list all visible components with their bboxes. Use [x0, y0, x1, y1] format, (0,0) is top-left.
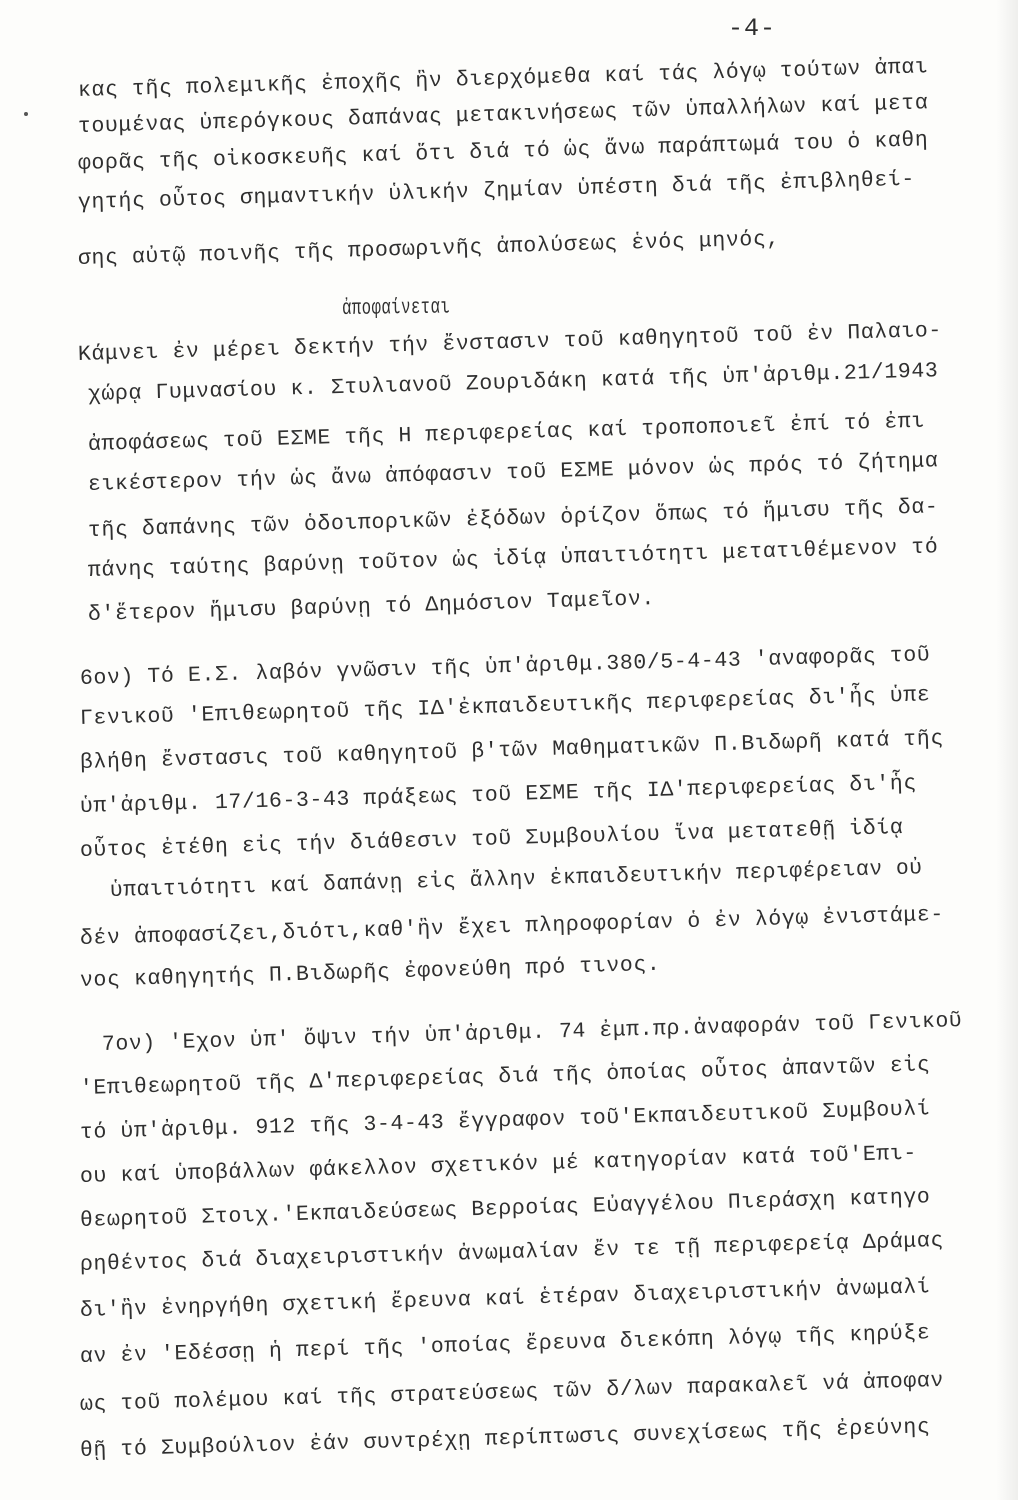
text-line: δέν ἀποφασίζει,διότι,καθ'ἣν ἔχει πληροφορίαν ὁ ἐν λόγῳ ἐνιστάμε- — [79, 902, 945, 951]
text-line: νος καθηγητής Π.Βιδωρῆς ἐφονεύθη πρό τινος. — [79, 952, 661, 993]
text-line: δ'ἕτερον ἥμισυ βαρύνῃ τό Δημόσιον Ταμεῖον. — [87, 587, 656, 627]
text-line: Κάμνει ἐν μέρει δεκτήν τήν ἔνστασιν τοῦ καθηγητοῦ τοῦ ἐν Παλαιο- — [77, 318, 943, 367]
text-line: σης αὐτῷ ποινῆς τῆς προσωρινῆς ἀπολύσεως ἑνός μηνός, — [77, 227, 781, 271]
text-line: δι'ἣν ἐνηργήθη σχετική ἔρευνα καί ἑτέραν διαχειριστικήν ἀνωμαλί — [79, 1275, 931, 1323]
margin-mark — [24, 112, 28, 116]
text-line: τουμένας ὑπερόγκους δαπάνας μετακινήσεως τῶν ὑπαλλήλων καί μετα — [77, 91, 929, 139]
text-line: οὗτος ἐτέθη εἰς τήν διάθεσιν τοῦ Συμβουλίου ἵνα μετατεθῇ ἰδίᾳ — [79, 816, 904, 863]
text-line: 7ον) 'Εχον ὑπ' ὄψιν τήν ὑπ'ἀριθμ. 74 ἐμπ.πρ.ἀναφοράν τοῦ Γενικοῦ — [101, 1008, 963, 1057]
text-line: Γενικοῦ 'Επιθεωρητοῦ τῆς ΙΔ'ἐκπαιδευτικῆς περιφερείας δι'ἧς ὑπε — [79, 683, 931, 731]
section-heading: ἀποφαίνεται — [341, 295, 451, 321]
text-line: ως τοῦ πολέμου καί τῆς στρατεύσεως τῶν δ/λων παρακαλεῖ νά ἀποφαν — [79, 1368, 945, 1417]
text-line: ου καί ὑποβάλλων φάκελλον σχετικόν μέ κατηγορίαν κατά τοῦ'Επι- — [79, 1141, 918, 1189]
page-edge-shadow — [996, 0, 1018, 1500]
text-line: αν ἐν 'Εδέσσῃ ἡ περί τῆς 'οποίας ἔρευνα διεκόπη λόγῳ τῆς κηρύξε — [79, 1321, 931, 1369]
text-line: εικέστερον τήν ὡς ἄνω ἀπόφασιν τοῦ ΕΣΜΕ μόνον ὡς πρός τό ζήτημα — [87, 449, 939, 497]
text-line: ὑπ'ἀριθμ. 17/16-3-43 πράξεως τοῦ ΕΣΜΕ τῆς ΙΔ'περιφερείας δι'ἧς — [79, 771, 918, 819]
text-line: 6ον) Τό Ε.Σ. λαβόν γνῶσιν τῆς ὑπ'ἀριθμ.380/5-4-43 'αναφορᾶς τοῦ — [79, 643, 931, 691]
text-line: φορᾶς τῆς οἰκοσκευῆς καί ὅτι διά τό ὡς ἄνω παράπτωμά του ὁ καθη — [77, 128, 929, 176]
text-line: θῇ τό Συμβούλιον ἐάν συντρέχῃ περίπτωσις συνεχίσεως τῆς ἐρεύνης — [79, 1415, 931, 1463]
text-line: 'Επιθεωρητοῦ τῆς Δ'περιφερείας διά τῆς ὁποίας οὗτος ἀπαντῶν εἰς — [79, 1053, 931, 1101]
text-line: βλήθη ἔνστασις τοῦ καθηγητοῦ β'τῶν Μαθηματικῶν Π.Βιδωρῆ κατά τῆς — [79, 726, 945, 775]
text-line: τό ὑπ'ἀριθμ. 912 τῆς 3-4-43 ἔγγραφον τοῦ'Εκπαιδευτικοῦ Συμβουλί — [79, 1097, 931, 1145]
text-line: ρηθέντος διά διαχειριστικήν ἀνωμαλίαν ἔν τε τῇ περιφερείᾳ Δράμας — [79, 1228, 945, 1277]
text-line: πάνης ταύτης βαρύνῃ τοῦτον ὡς ἰδίᾳ ὑπαιτιότητι μετατιθέμενον τό — [87, 535, 939, 583]
text-line: τῆς δαπάνης τῶν ὁδοιπορικῶν ἐξόδων ὁρίζον ὅπως τό ἥμισυ τῆς δα- — [87, 495, 939, 543]
text-line: χώρᾳ Γυμνασίου κ. Στυλιανοῦ Ζουριδάκη κατά τῆς ὑπ'ἀριθμ.21/1943 — [87, 359, 939, 407]
text-line: κας τῆς πολεμικῆς ἐποχῆς ἣν διερχόμεθα καί τάς λόγῳ τούτων ἀπαι — [77, 55, 929, 103]
page-number: -4- — [728, 14, 777, 43]
text-line: ὑπαιτιότητι καί δαπάνῃ εἰς ἄλλην ἐκπαιδευτικήν περιφέρειαν οὐ — [109, 856, 923, 903]
text-line: θεωρητοῦ Στοιχ.'Εκπαιδεύσεως Βερροίας Εὐαγγέλου Πιεράσχη κατηγο — [79, 1185, 931, 1233]
text-line: γητής οὗτος σημαντικήν ὑλικήν ζημίαν ὑπέστη διά τῆς ἐπιβληθεί- — [77, 167, 916, 215]
text-line: ἀποφάσεως τοῦ ΕΣΜΕ τῆς Η περιφερείας καί τροποποιεῖ ἐπί τό ἐπι — [87, 409, 926, 457]
